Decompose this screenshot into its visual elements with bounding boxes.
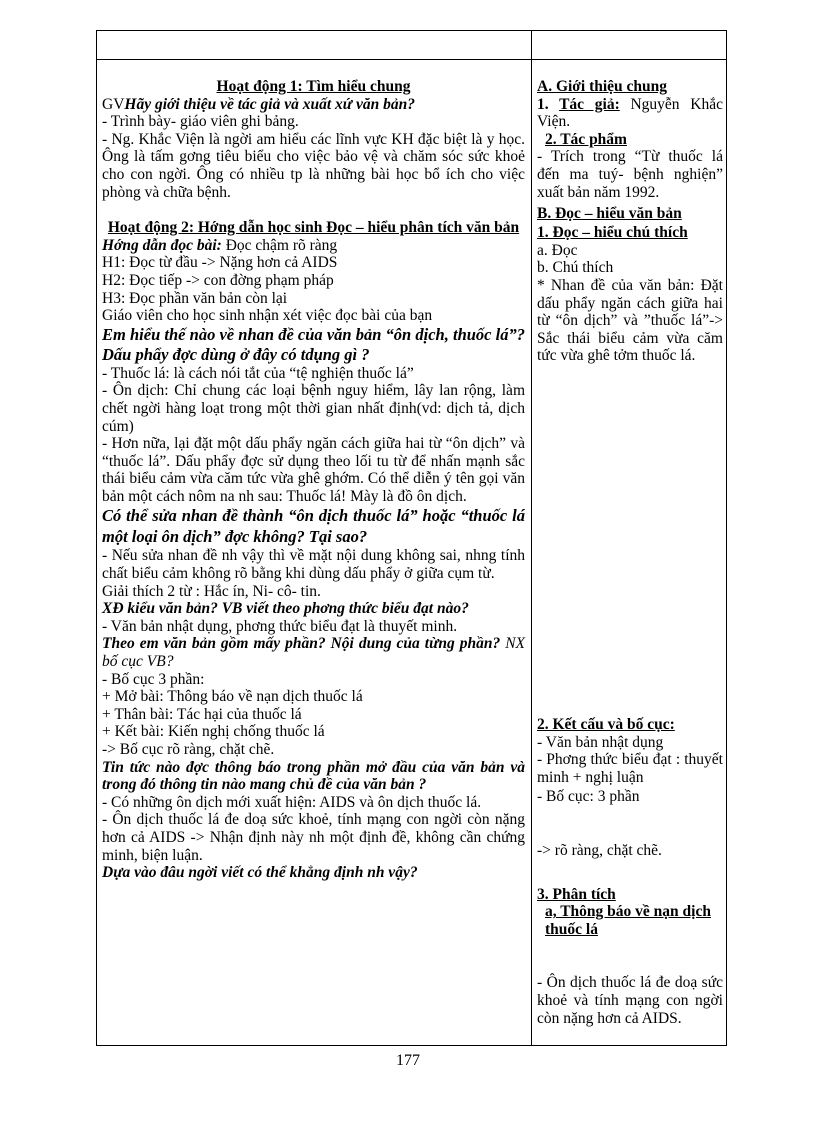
note-paragraph: * Nhan đề của văn bản: Đặt dấu phẩy ngăn cách giữa hai từ “ôn dịch” và ”thuốc lá”-> Sắc thái biểu cảm vừa căm tức vừa ghê tởm thuốc lá. (537, 276, 723, 365)
reading-part-2: H2: Đọc tiếp -> con đờng phạm pháp (102, 271, 334, 289)
note-line: b. Chú thích (537, 259, 614, 277)
answer-paragraph: - Ng. Khắc Viện là ngời am hiểu các lĩnh vực KH đặc biệt là y học. Ông là tấm gơng tiêu biểu cho việc bảo vệ và chăm sóc sức khoẻ cho con ngời. Ông có nhiều tp là những bài học bổ ích cho việc phòng và chữa bệnh. (102, 130, 525, 201)
answer-line: - Trình bày- giáo viên ghi bảng. (102, 113, 299, 131)
activities-column (102, 78, 525, 882)
question-5: Theo em văn bản gồm mấy phần? Nội dung của từng phần? NX bố cục VB? (102, 635, 526, 671)
question-2: Em hiểu thế nào về nhan đề của văn bản “ôn dịch, thuốc lá”?Dấu phẩy đợc dùng ở đây có tdụng gì ? (102, 324, 525, 364)
reading-part-3: H3: Đọc phần văn bản còn lại (102, 289, 288, 307)
answer-paragraph: - Ôn dịch thuốc lá đe doạ sức khoẻ, tính mạng con ngời còn nặng hơn cả AIDS -> Nhận định này nh một định đề, không cần chứng minh, biện luận. (102, 811, 525, 864)
activity-1-heading: Hoạt động 1: Tìm hiểu chung (216, 78, 411, 95)
note-line: -> rõ ràng, chặt chẽ. (537, 841, 662, 859)
notes-column (537, 78, 723, 1027)
note-line: - Bố cục: 3 phần (537, 788, 640, 806)
answer-paragraph: - Văn bản nhật dụng, phơng thức biểu đạt là thuyết minh. (102, 617, 458, 635)
answer-paragraph: - Nếu sửa nhan đề nh vậy thì về mặt nội dung không sai, nhng tính chất biểu cảm không rõ bằng khi dùng dấu phẩy ở giữa cụm từ. (102, 547, 525, 583)
lesson-table (96, 30, 727, 1046)
reading-note: Giáo viên cho học sinh nhận xét việc đọc bài của bạn (102, 307, 433, 325)
note-paragraph: - Phơng thức biểu đạt : thuyết minh + nghị luận (537, 751, 723, 786)
question-4: XĐ kiểu văn bản? VB viết theo phơng thức biểu đạt nào? (102, 600, 469, 618)
question-3: Có thể sửa nhan đề thành “ôn dịch thuốc lá” hoặc “thuốc lá một loại ôn dịch” đợc không? Tại sao? (102, 506, 525, 547)
reading-part-1: H1: Đọc từ đầu -> Nặng hơn cả AIDS (102, 254, 338, 272)
subsection-2-heading: 2. Kết cấu và bố cục: (537, 716, 675, 733)
section-a-heading: A. Giới thiệu chung (537, 78, 668, 95)
question-6: Tin tức nào đợc thông báo trong phần mở đầu của văn bản và trong đó thông tin nào mang chủ đề của văn bản ? (102, 758, 525, 794)
activity-2-heading: Hoạt động 2: Hớng dẫn học sinh Đọc – hiểu phân tích văn bản (107, 219, 520, 237)
note-line: a. Đọc (537, 241, 578, 259)
answer-paragraph: - Ôn dịch: Chỉ chung các loại bệnh nguy hiểm, lây lan rộng, làm chết ngời hàng loạt trong một thời gian nhất định(vd: dịch tả, dịch cúm) (102, 382, 525, 435)
column-divider (531, 31, 532, 1045)
answer-line: - Bố cục 3 phần: (102, 670, 205, 688)
answer-line: -> Bố cục rõ ràng, chặt chẽ. (102, 741, 275, 758)
note-paragraph: - Ôn dịch thuốc lá đe doạ sức khoẻ và tính mạng con ngời còn nặng hơn cả AIDS. (537, 974, 723, 1027)
reading-guide: Hớng dẫn đọc bài: Đọc chậm rõ ràng (102, 236, 338, 254)
question-7: Dựa vào đâu ngời viết có thể khẳng định nh vậy? (102, 864, 418, 882)
author-note: 1. Tác giả: Nguyễn Khắc Viện. (537, 95, 723, 131)
answer-paragraph: - Hơn nữa, lại đặt một dấu phẩy ngăn cách giữa hai từ “ôn dịch” và “thuốc lá”. Dấu phẩy đợc sử dụng theo lối tu từ để nhấn mạnh sắc thái biểu cảm vừa căm tức vừa ghê ghớm. Có thể diễn ý tên gọi văn bản một cách nôm na nh sau: Thuốc lá! Mày là đồ ôn dịch. (102, 435, 525, 505)
work-heading: 2. Tác phẩm (545, 130, 627, 148)
subsection-3a-heading: a, Thông báo về nạn dịch thuốc lá (545, 903, 711, 938)
header-row (97, 31, 726, 60)
subsection-3-heading: 3. Phân tích (537, 885, 616, 903)
answer-line: + Kết bài: Kiến nghị chống thuốc lá (102, 723, 325, 741)
answer-line: Giải thích 2 từ : Hắc ín, Ni- cô- tin. (102, 582, 321, 600)
subsection-1-heading: 1. Đọc – hiểu chú thích (537, 223, 688, 241)
answer-paragraph: - Có những ôn dịch mới xuất hiện: AIDS và ôn dịch thuốc lá. (102, 793, 482, 811)
note-line: - Văn bản nhật dụng (537, 733, 664, 751)
work-note: - Trích trong “Từ thuốc lá đến ma tuý- bệnh nghiện” xuất bản năm 1992. (537, 148, 723, 201)
answer-line: + Thân bài: Tác hại của thuốc lá (102, 705, 302, 723)
section-b-heading: B. Đọc – hiểu văn bản (537, 205, 682, 223)
answer-line: - Thuốc lá: là cách nói tắt của “tệ nghiện thuốc lá” (102, 364, 414, 382)
page-number: 177 (396, 1052, 420, 1069)
answer-line: + Mở bài: Thông báo về nạn dịch thuốc lá (102, 688, 363, 706)
question-1: GVHãy giới thiệu về tác giả và xuất xứ văn bản? (102, 95, 415, 113)
